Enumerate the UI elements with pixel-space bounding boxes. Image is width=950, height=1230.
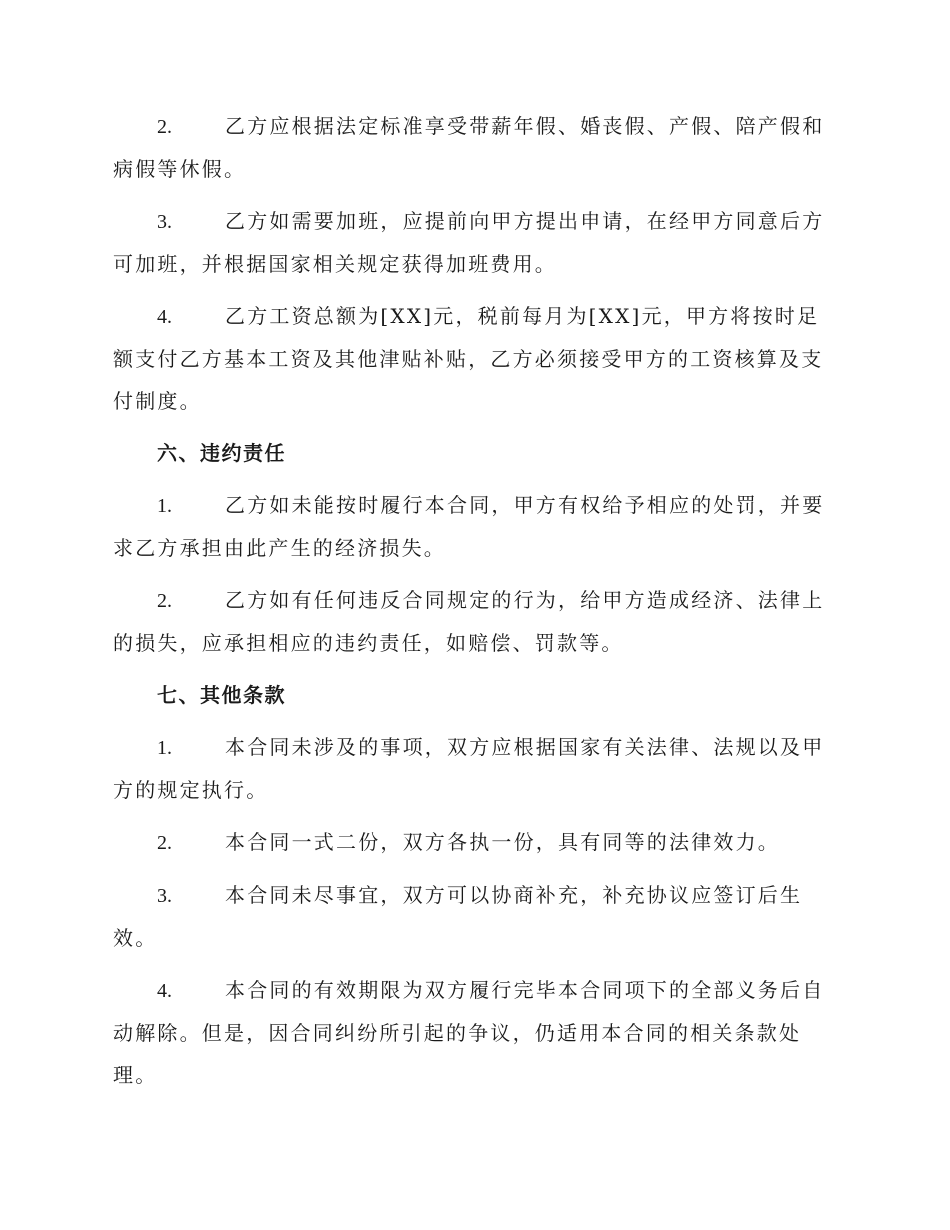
clause-number: 1. [157, 495, 172, 517]
clause-7-4 [113, 969, 838, 1096]
clause-7-1 [113, 726, 838, 811]
clause-number: 1. [157, 737, 172, 759]
clause-7-2 [113, 821, 838, 864]
clause-number: 2. [157, 116, 172, 138]
clause-text: 本合同一式二份，双方各执一份，具有同等的法律效力。 [225, 830, 780, 854]
document-body [113, 105, 838, 1106]
clause-6-2 [113, 579, 838, 664]
clause-number: 3. [157, 885, 172, 907]
clause-text: 乙方应根据法定标准享受带薪年假、婚丧假、产假、陪产假和病假等休假。 [113, 114, 825, 181]
clause-7-3 [113, 874, 838, 959]
clause-text: 本合同未涉及的事项，双方应根据国家有关法律、法规以及甲方的规定执行。 [113, 735, 825, 802]
clause-text: 本合同未尽事宜，双方可以协商补充，补充协议应签订后生效。 [113, 883, 803, 950]
section-heading-breach-liability: 六、违约责任 [157, 441, 286, 465]
clause-number: 3. [157, 211, 172, 233]
clause-5-4 [113, 295, 838, 422]
clause-number: 4. [157, 980, 172, 1002]
clause-text: 本合同的有效期限为双方履行完毕本合同项下的全部义务后自动解除。但是，因合同纠纷所引起的争议，仍适用本合同的相关条款处理。 [113, 978, 825, 1087]
clause-6-1 [113, 484, 838, 569]
clause-text: 乙方如未能按时履行本合同，甲方有权给予相应的处罚，并要求乙方承担由此产生的经济损失。 [113, 493, 825, 560]
clause-text: 乙方如有任何违反合同规定的行为，给甲方造成经济、法律上的损失，应承担相应的违约责任，如赔偿、罚款等。 [113, 588, 825, 655]
clause-text: 乙方如需要加班，应提前向甲方提出申请，在经甲方同意后方可加班，并根据国家相关规定获得加班费用。 [113, 209, 825, 276]
clause-5-3 [113, 200, 838, 285]
clause-number: 4. [157, 306, 172, 328]
clause-number: 2. [157, 832, 172, 854]
section-heading-other-terms: 七、其他条款 [157, 683, 286, 707]
clause-number: 2. [157, 590, 172, 612]
clause-5-2 [113, 105, 838, 190]
clause-text: 乙方工资总额为[XX]元，税前每月为[XX]元，甲方将按时足额支付乙方基本工资及其他津贴补贴，乙方必须接受甲方的工资核算及支付制度。 [113, 304, 824, 413]
